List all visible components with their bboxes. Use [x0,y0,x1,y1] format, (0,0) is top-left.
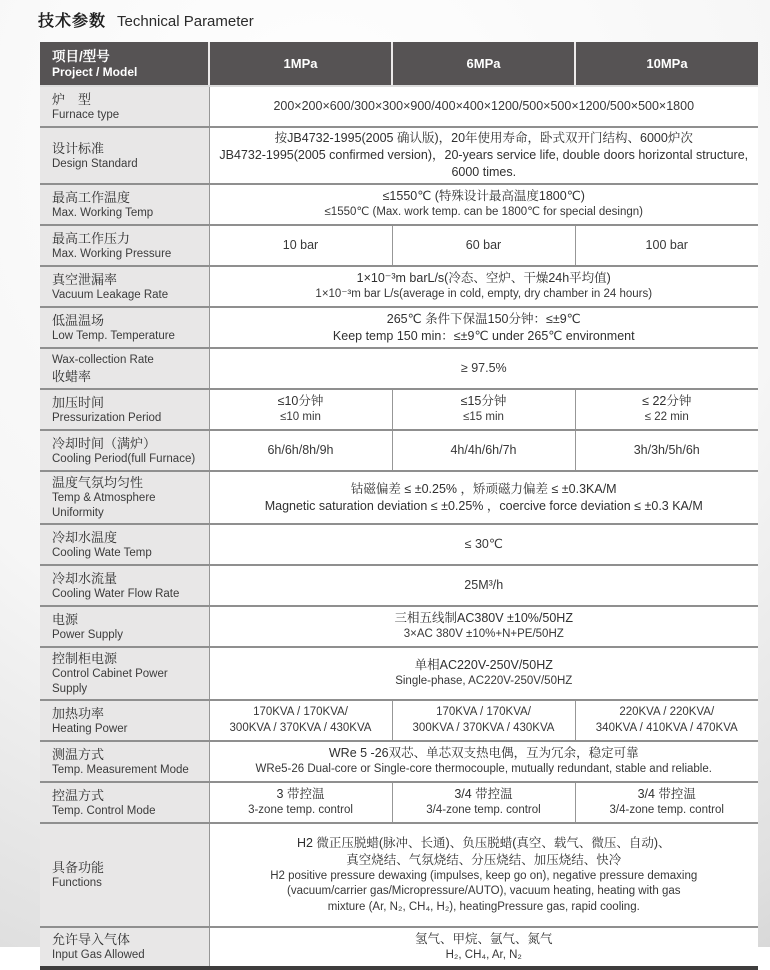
value-cell [209,782,392,823]
row-label-line: 冷却时间（满炉） [52,435,157,451]
value-line: ≤1550℃ (Max. work temp. can be 1800℃ for special desingn) [324,206,644,219]
value-cell [392,389,575,430]
value-cell [209,266,758,307]
value-cell [392,700,575,741]
row-label [40,348,209,389]
row-label-line: Functions [52,877,102,889]
row-label-line: 炉 型 [52,91,92,107]
value-line: 3/4-zone temp. control [609,804,724,817]
value-cell [392,430,575,471]
value-cell [575,389,758,430]
row-label [40,389,209,430]
value-cell [209,430,392,471]
row-label-line: 测温方式 [52,746,105,762]
technical-parameter-table [40,42,758,970]
value-line: ≤ 22 min [644,411,689,424]
value-line: Keep temp 150 min：≤±9℃ under 265℃ environment [332,328,635,343]
value-cell [575,225,758,266]
header-col-6mpa: 6MPa [392,42,575,86]
value-line: 1×10⁻³m barL/s(冷态、空炉、干燥24h平均值) [356,271,611,286]
page-title [38,8,254,31]
table-row [40,524,758,565]
row-label-line: 真空泄漏率 [52,271,118,287]
row-label-line: 控制柜电源 [52,651,118,666]
value-cell [209,225,392,266]
table-header-row [40,42,758,86]
table-row [40,184,758,225]
row-label-line: Temp & Atmosphere Uniformity [52,492,156,519]
row-label [40,782,209,823]
row-label-line: 控温方式 [52,787,105,803]
row-label-line: 冷却水流量 [52,570,118,586]
row-label-line: 电源 [52,611,79,627]
value-line: 三相五线制AC380V ±10%/50HZ [394,611,573,626]
row-label-line: Temp. Measurement Mode [52,763,189,776]
value-line: H₂, CH₄, Ar, N₂ [445,948,522,961]
header-project-model-en: Project / Model [52,64,138,79]
table-row [40,647,758,700]
table-row [40,225,758,266]
table-row [40,700,758,741]
row-label-line: 允许导入气体 [52,932,131,947]
row-label-line: 收蜡率 [52,368,92,384]
value-line: ≤15分钟 [460,394,507,409]
value-line: 4h/4h/6h/7h [450,442,517,457]
row-label-line: Temp. Control Mode [52,804,156,817]
row-label [40,430,209,471]
row-label [40,127,209,184]
value-cell [392,225,575,266]
row-label [40,184,209,225]
row-label [40,86,209,127]
row-label [40,927,209,968]
header-col-1mpa: 1MPa [209,42,392,86]
value-line: ≤ 30℃ [464,536,503,551]
value-line: 25M³/h [464,577,504,592]
value-line: 按JB4732-1995(2005 确认版)，20年使用寿命，卧式双开门结构、6000炉次 [274,131,693,145]
value-line: WRe5-26 Dual-core or Single-core thermocouple, mutually redundant, stable and reliable. [255,763,712,776]
value-line: 265℃ 条件下保温150分钟：≤±9℃ [386,311,581,326]
row-label-line: Cooling Period(full Furnace) [52,452,196,465]
value-line: 3/4 带控温 [637,787,696,802]
row-label [40,606,209,647]
row-label-line: Furnace type [52,108,120,121]
row-label [40,823,209,927]
row-label-line: Vacuum Leakage Rate [52,288,169,301]
value-cell [209,606,758,647]
row-label [40,565,209,606]
table-row [40,927,758,968]
value-line: mixture (Ar, N₂, CH₄, H₂), heatingPressure gas, rapid cooling. [327,900,640,913]
value-line: 300KVA / 370KVA / 430KVA [229,721,372,734]
value-line: JB4732-1995(2005 confirmed version)，20-years service life, double doors horizontal structure, 6000 times. [219,148,749,179]
value-cell [209,127,758,184]
row-label-line: 低温温场 [52,312,105,328]
value-cell [209,700,392,741]
header-project-model [40,42,209,86]
value-cell [209,348,758,389]
value-cell [209,184,758,225]
value-line: 3h/3h/5h/6h [633,442,700,457]
table-row [40,307,758,348]
row-label-line: 加压时间 [52,394,105,410]
table-row [40,86,758,127]
row-label [40,700,209,741]
value-cell [575,782,758,823]
value-cell [575,700,758,741]
row-label-line: 冷却水温度 [52,529,118,545]
row-label-line: 具备功能 [52,860,105,875]
value-line: WRe 5 -26双芯、单芯双支热电偶，互为冗余，稳定可靠 [328,746,639,761]
value-cell [209,389,392,430]
row-label-line: Pressurization Period [52,411,162,424]
value-cell [209,647,758,700]
value-line: 单相AC220V-250V/50HZ [414,658,553,673]
row-label-line: Design Standard [52,157,138,170]
value-line: 1×10⁻³m bar L/s(average in cold, empty, dry chamber in 24 hours) [315,288,653,301]
value-line: (vacuum/carrier gas/Micropressure/AUTO), vacuum heating, heating with gas [286,885,681,898]
value-line: 3/4-zone temp. control [426,804,541,817]
row-label-line: Cooling Wate Temp [52,546,152,559]
row-label-line: Max. Working Temp [52,206,154,219]
value-line: ≤1550℃ (特殊设计最高温度1800℃) [382,189,585,204]
value-cell [209,307,758,348]
row-label-line: Power Supply [52,628,123,641]
page-title-zh: 技术参数 [38,13,107,30]
value-line: 10 bar [282,237,319,252]
value-line: 3 带控温 [276,787,325,802]
value-line: Single-phase, AC220V-250V/50HZ [395,675,573,688]
row-label [40,741,209,782]
row-label-line: 最高工作温度 [52,189,131,205]
page-title-en: Technical Parameter [117,13,254,30]
table-row [40,782,758,823]
table-row [40,471,758,524]
header-project-model-zh: 项目/型号 [52,48,110,64]
value-line: 170KVA / 170KVA/ [253,706,348,718]
value-line: ≥ 97.5% [460,360,507,375]
row-label-line: Wax-collection Rate [52,353,154,366]
row-label-line: Cooling Water Flow Rate [52,587,180,600]
table-row [40,430,758,471]
row-label-line: Control Cabinet Power Supply [52,668,168,695]
table-body [40,86,758,968]
value-line: ≤15 min [463,411,504,424]
header-col-10mpa: 10MPa [575,42,758,86]
value-line: 100 bar [645,237,688,252]
value-line: ≤10 min [280,411,321,424]
value-line: ≤10分钟 [277,394,324,409]
value-cell [209,823,758,927]
row-label [40,307,209,348]
row-label-line: 加热功率 [52,705,105,721]
value-line: 3-zone temp. control [248,804,353,817]
row-label [40,524,209,565]
row-label-line: Max. Working Pressure [52,247,172,260]
row-label-line: 温度气氛均匀性 [52,475,144,490]
table-row [40,348,758,389]
value-line: 3/4 带控温 [454,787,513,802]
value-line: 300KVA / 370KVA / 430KVA [412,721,555,734]
value-cell [209,565,758,606]
value-line: 6h/6h/8h/9h [267,442,334,457]
value-cell [392,782,575,823]
value-line: 220KVA / 220KVA/ [619,706,715,718]
table-row [40,565,758,606]
value-line: 60 bar [465,237,502,252]
value-line: 200×200×600/300×300×900/400×400×1200/500×500×1200/500×500×1800 [273,98,695,113]
value-line: 170KVA / 170KVA/ [436,706,531,718]
row-label [40,647,209,700]
row-label-line: Low Temp. Temperature [52,329,175,342]
value-line: 340KVA / 410KVA / 470KVA [595,721,738,734]
value-line: H2 微正压脱蜡(脉冲、长通)、负压脱蜡(真空、载气、微压、自动)、 [296,835,671,850]
row-label-line: 最高工作压力 [52,230,131,246]
value-cell [209,927,758,968]
value-line: 真空烧结、气氛烧结、分压烧结、加压烧结、快冷 [346,852,622,867]
table-row [40,389,758,430]
table-row [40,127,758,184]
value-line: 钴磁偏差 ≤ ±0.25% ，矫顽磁力偏差 ≤ ±0.3KA/M [350,481,617,496]
value-line: 3×AC 380V ±10%+N+PE/50HZ [403,628,564,641]
row-label-line: Input Gas Allowed [52,949,145,961]
table-row [40,741,758,782]
value-cell [209,471,758,524]
value-cell [209,86,758,127]
value-cell [209,524,758,565]
row-label-line: 设计标准 [52,140,105,156]
value-line: ≤ 22分钟 [642,394,692,409]
table-row [40,823,758,927]
row-label-line: Heating Power [52,722,128,735]
table-row [40,266,758,307]
row-label [40,266,209,307]
value-line: Magnetic saturation deviation ≤ ±0.25% ，coercive force deviation ≤ ±0.3 KA/M [264,498,703,513]
table-row [40,606,758,647]
value-line: H2 positive pressure dewaxing (impulses, keep go on), negative pressure demaxing [270,869,698,882]
row-label [40,225,209,266]
value-cell [575,430,758,471]
row-label [40,471,209,524]
value-line: 氢气、甲烷、氩气、氮气 [414,931,553,946]
value-cell [209,741,758,782]
